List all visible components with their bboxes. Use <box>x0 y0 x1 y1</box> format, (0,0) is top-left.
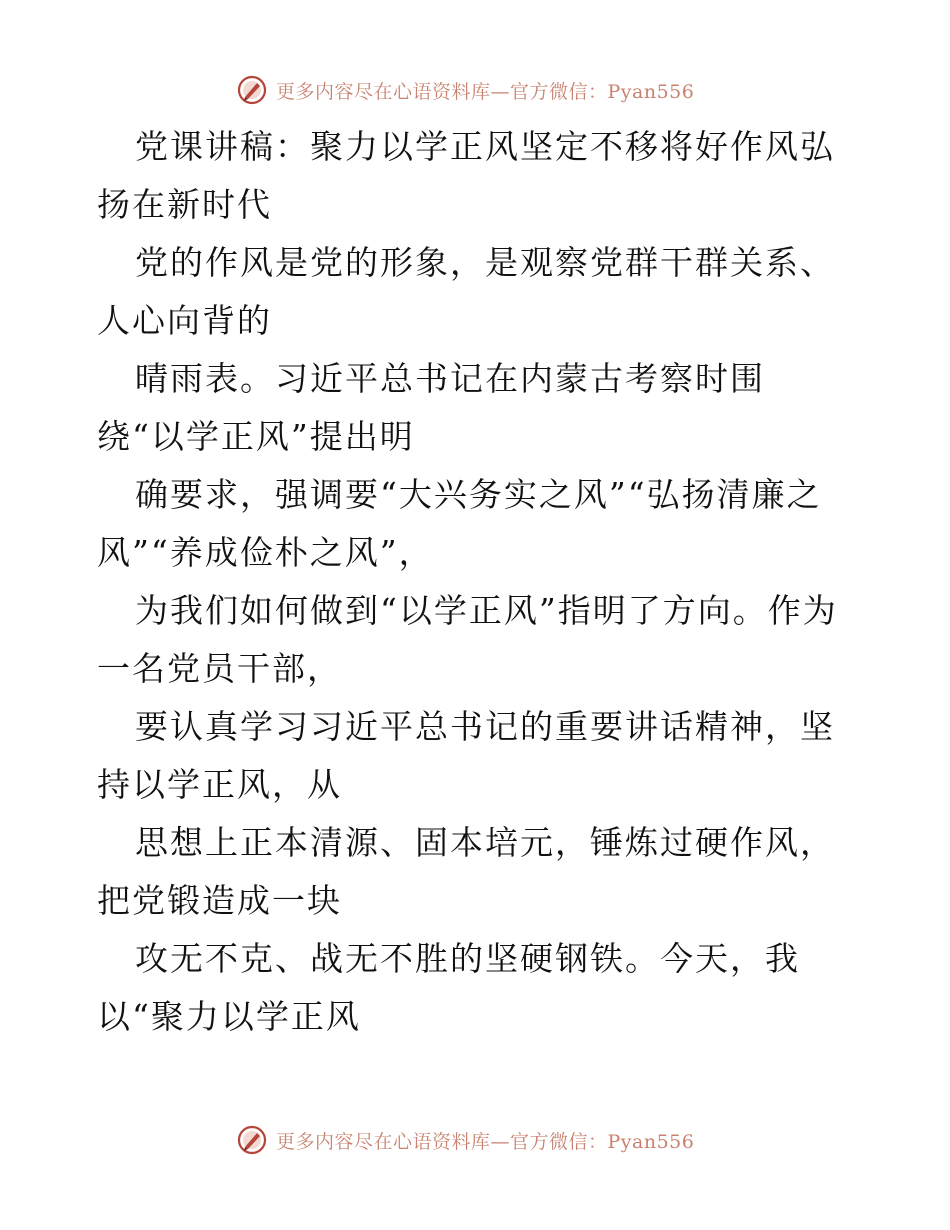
paragraph-7: 思想上正本清源、固本培元，锤炼过硬作风，把党锻造成一块 <box>97 823 835 920</box>
footer-watermark <box>236 1122 756 1158</box>
document-body <box>97 118 853 1046</box>
paragraph-5: 为我们如何做到“以学正风”指明了方向。作为一名党员干部， <box>97 591 838 688</box>
watermark-text: 更多内容尽在心语资料库—官方微信：Pyan556 <box>276 80 695 103</box>
paragraph-1: 党课讲稿：聚力以学正风坚定不移将好作风弘扬在新时代 <box>97 127 835 224</box>
header-watermark <box>236 72 756 108</box>
pen-circle-logo-icon <box>236 74 268 106</box>
paragraph-6: 要认真学习习近平总书记的重要讲话精神，坚持以学正风，从 <box>97 707 835 804</box>
watermark-text: 更多内容尽在心语资料库—官方微信：Pyan556 <box>276 1130 695 1153</box>
paragraph-4: 确要求，强调要“大兴务实之风”“弘扬清廉之风”“养成俭朴之风”， <box>97 475 822 572</box>
pen-circle-logo-icon <box>236 1124 268 1156</box>
paragraph-8: 攻无不克、战无不胜的坚硬钢铁。今天，我以“聚力以学正风 <box>97 939 800 1036</box>
paragraph-2: 党的作风是党的形象，是观察党群干群关系、人心向背的 <box>97 243 835 340</box>
paragraph-3: 晴雨表。习近平总书记在内蒙古考察时围绕“以学正风”提出明 <box>97 359 765 456</box>
